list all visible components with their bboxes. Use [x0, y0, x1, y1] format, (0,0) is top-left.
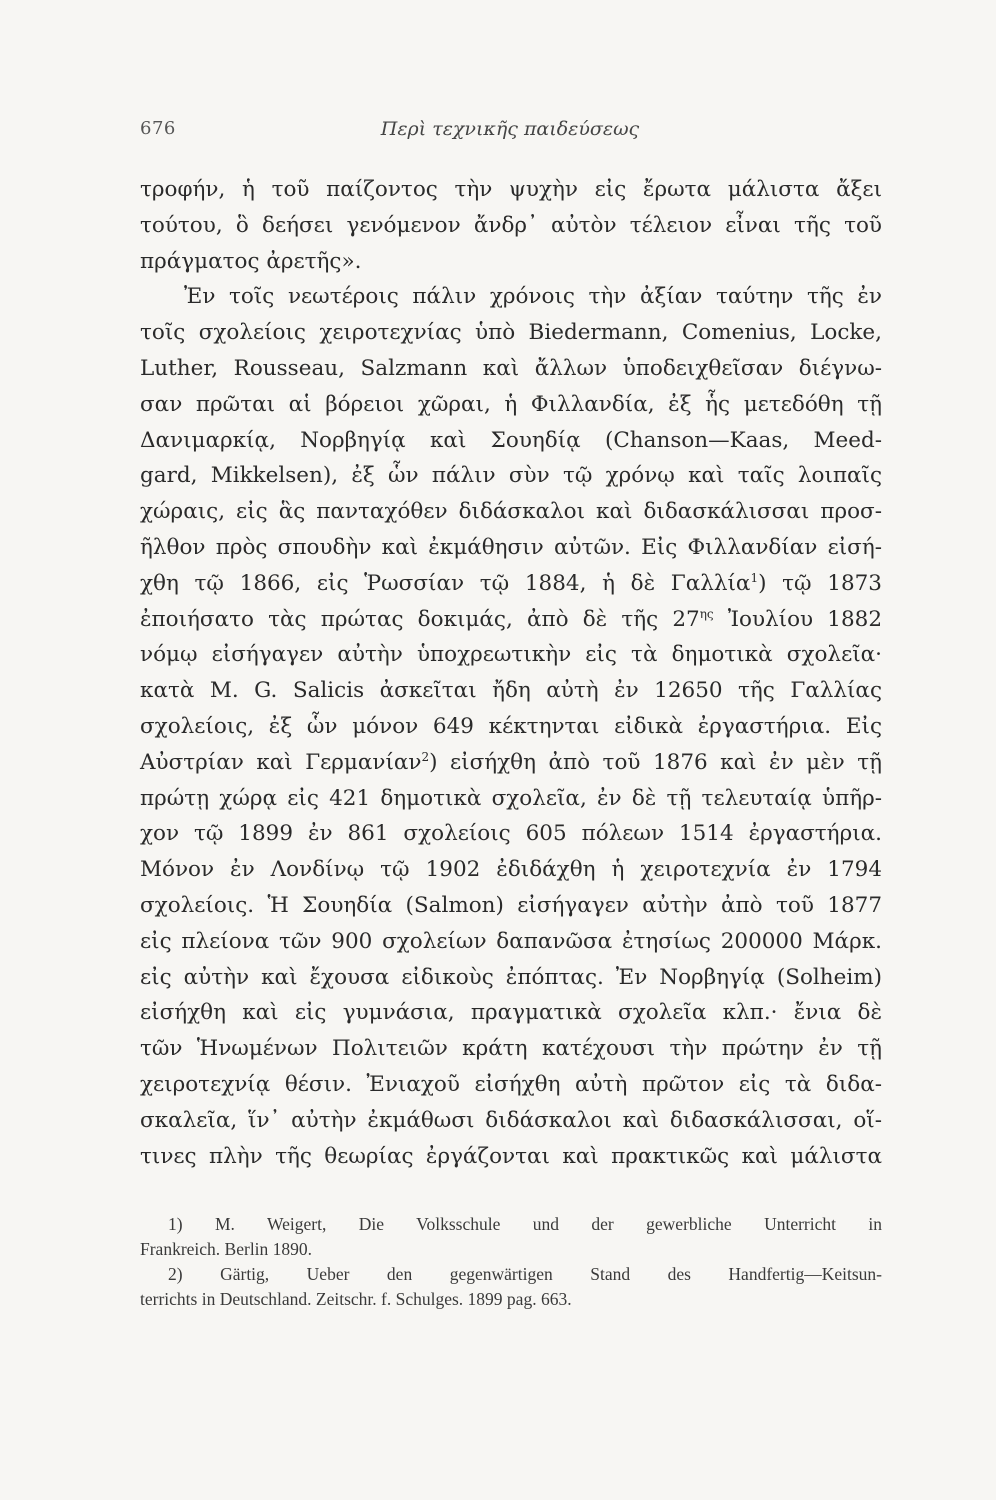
- text-line: νόμῳ εἰσήγαγεν αὐτὴν ὑποχρεωτικὴν εἰς τὰ δημοτικὰ σχολεῖα·: [140, 642, 882, 668]
- text-line: Ἐν τοῖς νεωτέροις πάλιν χρόνοις τὴν ἀξίαν ταύτην τῆς ἐν: [184, 284, 882, 310]
- footnote-2: 2) Gärtig, Ueber den gegenwärtigen Stand des Handfertig—Keitsun-: [168, 1264, 882, 1284]
- text-line: χον τῷ 1899 ἐν 861 σχολείοις 605 πόλεων 1514 ἐργαστήρια.: [140, 821, 882, 847]
- footnotes: [140, 1212, 882, 1312]
- page-number: 676: [140, 118, 176, 139]
- footnote-1-cont: Frankreich. Berlin 1890.: [140, 1239, 313, 1259]
- text-line: πρώτῃ χώρᾳ εἰς 421 δημοτικὰ σχολεῖα, ἐν δὲ τῇ τελευταίᾳ ὑπῆρ-: [140, 785, 882, 811]
- text-line: σαν πρῶται αἱ βόρειοι χῶραι, ἡ Φιλλανδία, ἐξ ἧς μετεδόθη τῇ: [140, 391, 882, 417]
- text-line: χειροτεχνίᾳ θέσιν. Ἐνιαχοῦ εἰσήχθη αὐτὴ πρῶτον εἰς τὰ διδα-: [140, 1071, 882, 1097]
- text-segment: ) τῷ 1873: [758, 570, 882, 596]
- text-line: χώραις, εἰς ἃς πανταχόθεν διδάσκαλοι καὶ διδασκάλισσαι προσ-: [140, 499, 882, 525]
- text-segment: Ἰουλίου 1882: [713, 606, 882, 632]
- text-line: Luther, Rousseau, Salzmann καὶ ἄλλων ὑποδειχθεῖσαν διέγνω-: [140, 355, 882, 381]
- page-header: [140, 118, 880, 148]
- text-line: [140, 566, 882, 602]
- text-line: ῆλθον πρὸς σπουδὴν καὶ ἐκμάθησιν αὐτῶν. Εἰς Φιλλανδίαν εἰσή-: [140, 534, 882, 560]
- text-line: σχολείοις. Ἡ Σουηδία (Salmon) εἰσήγαγεν αὐτὴν ἀπὸ τοῦ 1877: [140, 892, 882, 918]
- text-line: τῶν Ἡνωμένων Πολιτειῶν κράτη κατέχουσι τὴν πρώτην ἐν τῇ: [140, 1036, 882, 1062]
- text-line: [140, 745, 882, 781]
- text-line: τροφήν, ἡ τοῦ παίζοντος τὴν ψυχὴν εἰς ἔρωτα μάλιστα ἄξει: [140, 177, 882, 202]
- text-line: σχολείοις, ἐξ ὧν μόνον 649 κέκτηνται εἰδικὰ ἐργαστήρια. Εἰς: [140, 713, 882, 739]
- text-line: τινες πλὴν τῆς θεωρίας ἐργάζονται καὶ πρακτικῶς καὶ μάλιστα: [140, 1143, 882, 1169]
- text-line: εἰς πλείονα τῶν 900 σχολείων δαπανῶσα ἐτησίως 200000 Μάρκ.: [140, 928, 882, 954]
- text-line: κατὰ M. G. Salicis ἀσκεῖται ἤδη αὐτὴ ἐν 12650 τῆς Γαλλίας: [140, 678, 882, 704]
- footnote-ref-2: 2: [421, 749, 430, 764]
- text-line: τούτου, ὃ δεήσει γενόμενον ἄνδρ᾽ αὐτὸν τέλειον εἶναι τῆς τοῦ: [140, 212, 882, 238]
- ordinal-suffix: ης: [699, 606, 714, 621]
- text-segment: ἐποιήσατο τὰς πρώτας δοκιμάς, ἀπὸ δὲ τῆς 27: [140, 606, 700, 632]
- text-line: gard, Mikkelsen), ἐξ ὧν πάλιν σὺν τῷ χρόνῳ καὶ ταῖς λοιπαῖς: [140, 463, 882, 489]
- text-segment: χθη τῷ 1866, εἰς Ῥωσσίαν τῷ 1884, ἡ δὲ Γαλλία: [140, 570, 751, 596]
- text-line: πράγματος ἀρετῆς».: [140, 248, 362, 274]
- text-line: [140, 602, 882, 638]
- text-segment: ) εἰσήχθη ἀπὸ τοῦ 1876 καὶ ἐν μὲν τῇ: [429, 749, 882, 775]
- footnote-1: 1) M. Weigert, Die Volksschule und der gewerbliche Unterricht in: [168, 1214, 882, 1234]
- text-line: Δανιμαρκίᾳ, Νορβηγίᾳ καὶ Σουηδίᾳ (Chanson—Kaas, Meed-: [140, 427, 882, 453]
- text-line: εἰς αὐτὴν καὶ ἔχουσα εἰδικοὺς ἐπόπτας. Ἐν Νορβηγίᾳ (Solheim): [140, 964, 882, 990]
- body-text: [140, 172, 882, 1174]
- text-line: Μόνον ἐν Λονδίνῳ τῷ 1902 ἐδιδάχθη ἡ χειροτεχνία ἐν 1794: [140, 857, 882, 883]
- text-segment: Αὐστρίαν καὶ Γερμανίαν: [140, 749, 422, 775]
- running-title: Περὶ τεχνικῆς παιδεύσεως: [380, 118, 640, 140]
- text-line: τοῖς σχολείοις χειροτεχνίας ὑπὸ Biedermann, Comenius, Locke,: [140, 320, 882, 346]
- footnote-2-cont: terrichts in Deutschland. Zeitschr. f. Schulges. 1899 pag. 663.: [140, 1289, 572, 1309]
- footnote-ref-1: 1: [750, 570, 759, 585]
- text-line: εἰσήχθη καὶ εἰς γυμνάσια, πραγματικὰ σχολεῖα κλπ.· ἔνια δὲ: [140, 1000, 882, 1026]
- text-line: σκαλεῖα, ἵν᾽ αὐτὴν ἐκμάθωσι διδάσκαλοι καὶ διδασκάλισσαι, οἵ-: [140, 1107, 882, 1133]
